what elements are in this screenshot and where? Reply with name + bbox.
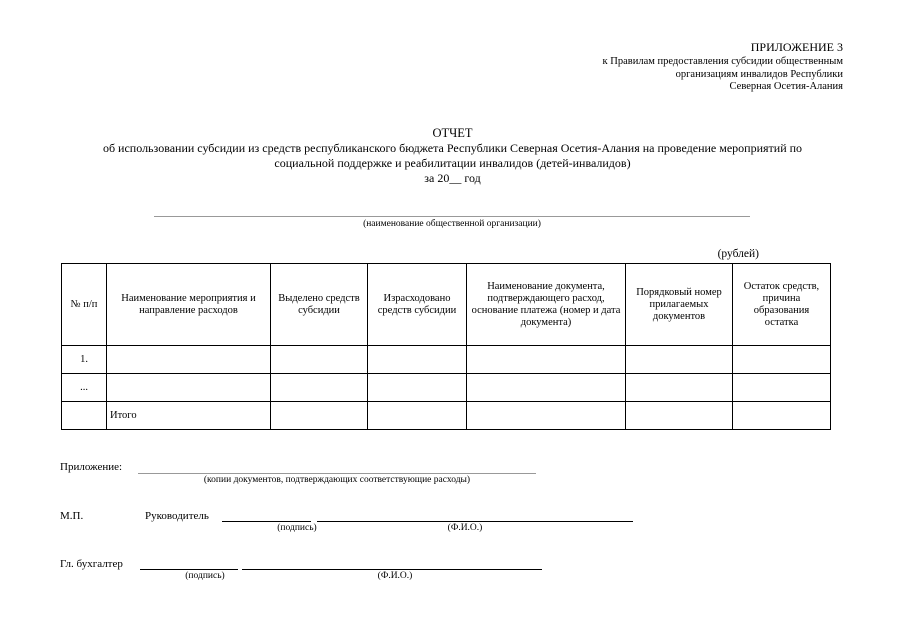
table-cell[interactable]: [467, 374, 626, 402]
title-line-3: социальной поддержке и реабилитации инвалидов (детей-инвалидов): [274, 156, 631, 170]
table-cell[interactable]: [271, 346, 368, 374]
director-name-caption: (Ф.И.О.): [447, 523, 483, 533]
organization-line: [154, 216, 750, 217]
title-line-2: об использовании субсидии из средств республиканского бюджета Республики Северная Осетия-Алания на проведение мероприятий по: [102, 141, 803, 155]
report-title: [0, 126, 905, 186]
table-cell[interactable]: [626, 374, 733, 402]
units-label: (рублей): [717, 248, 759, 260]
title-line-4: за 20__ год: [424, 171, 481, 185]
table-cell[interactable]: [368, 374, 467, 402]
appendix-block: [603, 40, 843, 94]
attachment-label: Приложение:: [60, 461, 123, 473]
table-cell[interactable]: [733, 402, 831, 430]
col-header-document: Наименование документа, подтверждающего расход, основание платежа (номер и дата документа): [467, 264, 626, 346]
table-header-row: [62, 264, 831, 346]
director-signature-line: [222, 521, 311, 522]
report-table: [61, 263, 831, 430]
accountant-signature-line: [140, 569, 238, 570]
table-cell[interactable]: [271, 402, 368, 430]
accountant-name-caption: (Ф.И.О.): [377, 571, 413, 581]
director-label: Руководитель: [145, 510, 209, 522]
col-header-number: № п/п: [62, 264, 107, 346]
appendix-line-3: Северная Осетия-Алания: [729, 81, 843, 92]
accountant-label: Гл. бухгалтер: [60, 558, 123, 570]
accountant-name-line: [242, 569, 542, 570]
col-header-event: Наименование мероприятия и направление расходов: [107, 264, 271, 346]
appendix-heading: ПРИЛОЖЕНИЕ 3: [750, 40, 843, 54]
col-header-allocated: Выделено средств субсидии: [271, 264, 368, 346]
stamp-label: М.П.: [60, 510, 84, 522]
table-cell[interactable]: [62, 402, 107, 430]
table-row: [62, 346, 831, 374]
col-header-doc-number: Порядковый номер прилагаемых документов: [626, 264, 733, 346]
organization-caption: (наименование общественной организации): [363, 219, 541, 229]
table-row-total: [62, 402, 831, 430]
appendix-line-2: организациям инвалидов Республики: [675, 68, 843, 80]
table-cell[interactable]: [626, 346, 733, 374]
col-header-balance: Остаток средств, причина образования остатка: [733, 264, 831, 346]
col-header-spent: Израсходовано средств субсидии: [368, 264, 467, 346]
accountant-signature-caption: (подпись): [185, 571, 225, 581]
attachment-caption: (копии документов, подтверждающих соответствующие расходы): [203, 475, 471, 485]
table-row: [62, 374, 831, 402]
total-label: Итого: [107, 402, 271, 430]
table-cell[interactable]: [271, 374, 368, 402]
table-cell[interactable]: [626, 402, 733, 430]
table-cell[interactable]: [107, 346, 271, 374]
table-cell[interactable]: [107, 374, 271, 402]
table-cell[interactable]: [733, 346, 831, 374]
table-cell[interactable]: [368, 346, 467, 374]
table-cell[interactable]: 1.: [62, 346, 107, 374]
title-line-1: ОТЧЕТ: [432, 126, 473, 140]
table-cell[interactable]: [733, 374, 831, 402]
table-cell[interactable]: [467, 346, 626, 374]
table-cell[interactable]: [467, 402, 626, 430]
table-cell[interactable]: [368, 402, 467, 430]
table-cell[interactable]: ...: [62, 374, 107, 402]
attachment-line: [138, 473, 536, 474]
director-name-line: [317, 521, 633, 522]
director-signature-caption: (подпись): [277, 523, 317, 533]
appendix-line-1: к Правилам предоставления субсидии общественным: [602, 56, 843, 67]
